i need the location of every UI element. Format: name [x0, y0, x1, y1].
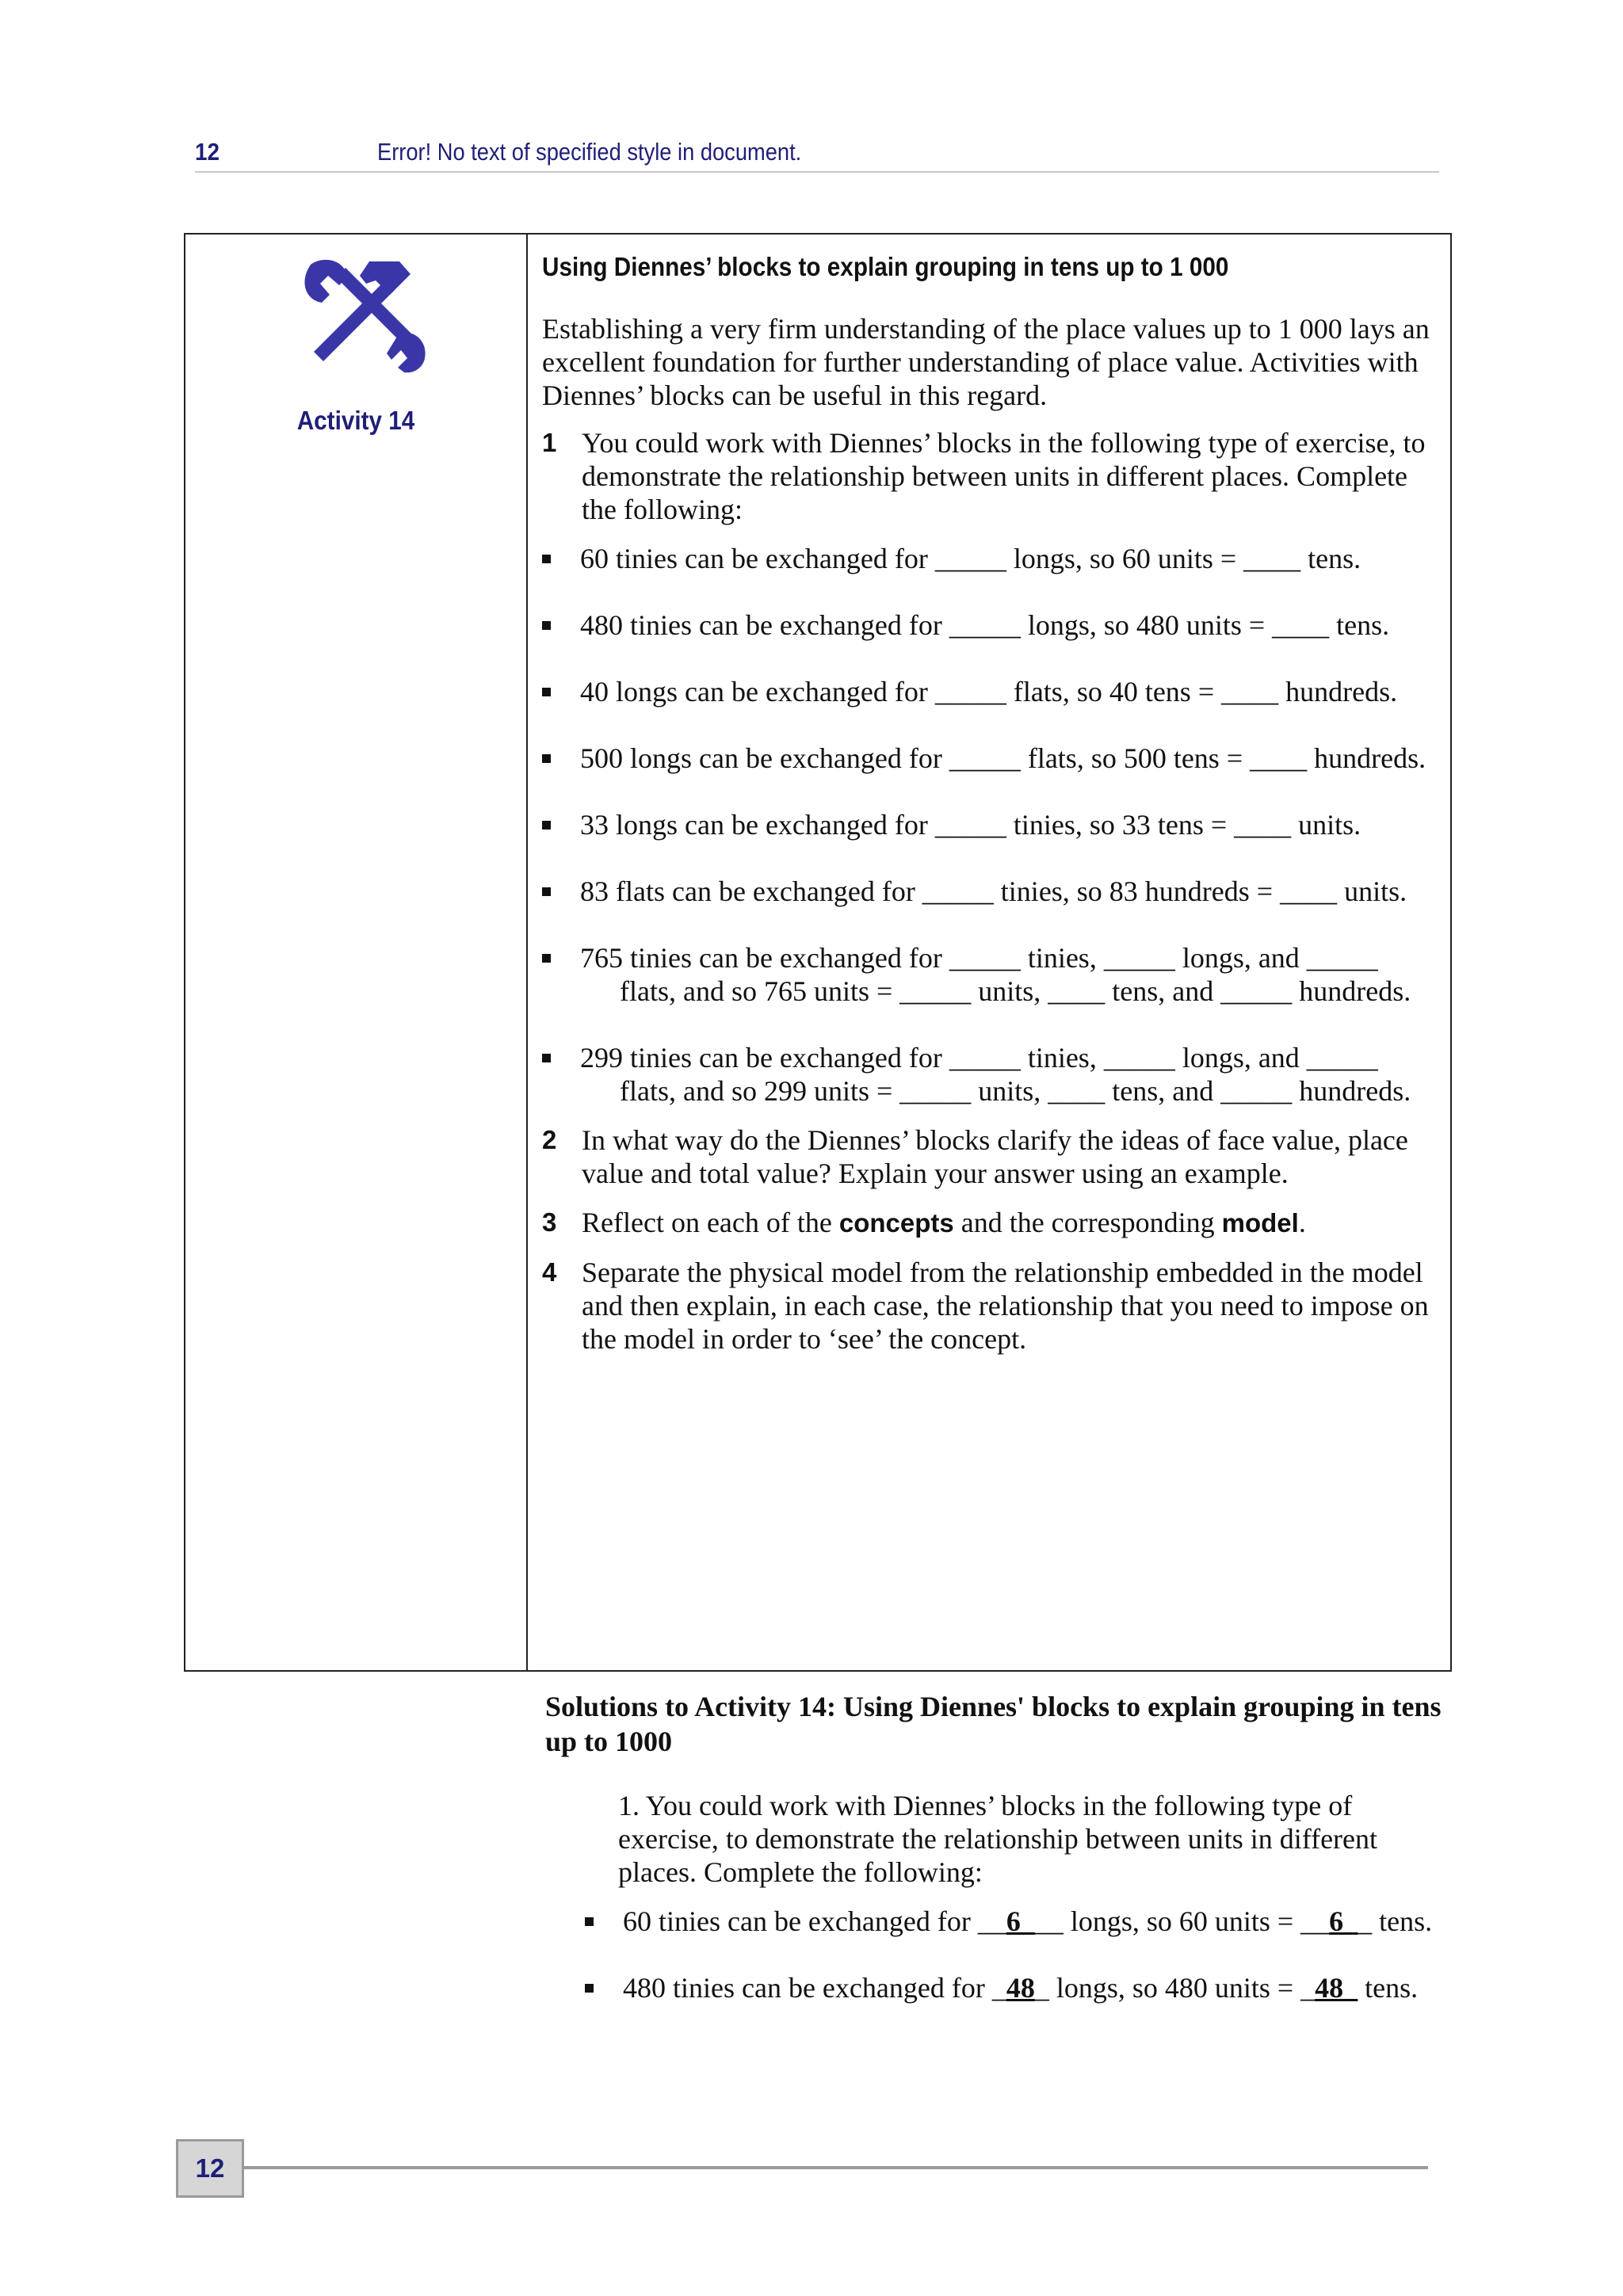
- question-text: In what way do the Diennes’ blocks clarify the ideas of face value, place value and total value? Explain your answer using an example.: [582, 1124, 1408, 1189]
- exercise-text: 765 tinies can be exchanged for _____ tinies, _____ longs, and _____ flats, and so 765 units = _____ units, ____ tens, and _____ hundreds.: [580, 942, 1411, 1007]
- bullet-icon: [542, 887, 551, 896]
- activity-content: [542, 252, 1438, 1371]
- question-text-after: .: [1298, 1207, 1306, 1238]
- activity-heading: Using Diennes’ blocks to explain grouping in tens up to 1 000: [542, 252, 1229, 281]
- activity-box: [184, 233, 1452, 1672]
- bullet-icon: [542, 821, 551, 830]
- solutions-heading: Solutions to Activity 14: Using Diennes' blocks to explain grouping in tens up to 1000: [545, 1691, 1442, 1757]
- question-number: 2: [542, 1125, 557, 1154]
- footer-rule: [244, 2166, 1428, 2169]
- question-number: 3: [542, 1207, 557, 1237]
- question-2: [542, 1123, 1438, 1190]
- solution-text: 60 tinies can be exchanged for __: [623, 1905, 1006, 1937]
- exercise-text: 33 longs can be exchanged for _____ tinies, so 33 tens = ____ units.: [580, 809, 1361, 841]
- solution-answer: 48: [1006, 1972, 1035, 2004]
- solutions-intro: 1. You could work with Diennes’ blocks in the following type of exercise, to demonstrate the relationship between units in different places. Complete the following:: [618, 1790, 1378, 1888]
- solution-text: tens.: [1358, 1972, 1419, 2004]
- exercise-text: 60 tinies can be exchanged for _____ longs, so 60 units = ____ tens.: [580, 543, 1361, 574]
- bullet-icon: [542, 954, 551, 963]
- list-item: [542, 808, 1438, 841]
- question-3: [542, 1206, 1438, 1240]
- tools-icon: [296, 257, 431, 376]
- solution-text: 480 tinies can be exchanged for _: [623, 1972, 1006, 2004]
- activity-label: Activity 14: [296, 406, 415, 435]
- solutions-list: [545, 1905, 1449, 2004]
- solution-answer: 6_: [1006, 1905, 1035, 1937]
- list-item: [545, 1905, 1449, 1938]
- bullet-icon: [542, 688, 551, 696]
- activity-intro: Establishing a very firm understanding of the place values up to 1 000 lays an excellent foundation for further understanding of place value. Activities with Diennes’ blocks can be useful in this regard.: [542, 313, 1430, 411]
- keyword-concepts: concepts: [838, 1208, 954, 1238]
- list-item: [545, 1971, 1449, 2004]
- footer-page-number: 12: [176, 2139, 244, 2198]
- bullet-icon: [585, 1917, 594, 1926]
- exercise-text: 500 longs can be exchanged for _____ flats, so 500 tens = ____ hundreds.: [580, 742, 1426, 774]
- bullet-icon: [585, 1984, 594, 1993]
- solutions-section: [545, 1689, 1449, 2038]
- exercise-text: 299 tinies can be exchanged for _____ tinies, _____ longs, and _____ flats, and so 299 units = _____ units, ____ tens, and _____ hundreds.: [580, 1042, 1411, 1107]
- question-text: You could work with Diennes’ blocks in the following type of exercise, to demonstrate the relationship between units in different places. Complete the following:: [582, 427, 1426, 525]
- list-item: [542, 875, 1438, 908]
- keyword-model: model: [1221, 1208, 1299, 1238]
- solution-text: __ longs, so 60 units = __: [1034, 1905, 1330, 1937]
- list-item: [542, 608, 1438, 642]
- solution-answer: 48_: [1315, 1972, 1358, 2004]
- solution-text: _ longs, so 480 units = _: [1034, 1972, 1316, 2004]
- list-item: [542, 742, 1438, 775]
- list-item: [542, 542, 1438, 575]
- question-1: [542, 426, 1438, 526]
- header-title: Error! No text of specified style in document.: [377, 138, 802, 166]
- header-page-number: 12: [195, 138, 220, 166]
- header-rule: [195, 171, 1439, 173]
- question-number: 1: [542, 428, 557, 457]
- box-divider: [526, 235, 528, 1670]
- bullet-icon: [542, 1054, 551, 1062]
- solution-text: _ tens.: [1358, 1905, 1433, 1937]
- question-text-middle: and the corresponding: [953, 1207, 1222, 1238]
- question-number: 4: [542, 1257, 557, 1287]
- list-item: [542, 941, 1438, 1008]
- bullet-icon: [542, 621, 551, 630]
- list-item: [542, 675, 1438, 708]
- solution-answer: 6_: [1329, 1905, 1358, 1937]
- exercise-list: [542, 542, 1438, 1108]
- list-item: [542, 1041, 1438, 1108]
- question-4: [542, 1256, 1438, 1356]
- exercise-text: 83 flats can be exchanged for _____ tinies, so 83 hundreds = ____ units.: [580, 875, 1407, 907]
- exercise-text: 40 longs can be exchanged for _____ flats, so 40 tens = ____ hundreds.: [580, 676, 1398, 707]
- question-text: Separate the physical model from the relationship embedded in the model and then explain, in each case, the relationship that you need to impose on the model in order to ‘see’ the concept.: [582, 1257, 1429, 1355]
- exercise-text: 480 tinies can be exchanged for _____ longs, so 480 units = ____ tens.: [580, 609, 1390, 641]
- question-text-before: Reflect on each of the: [582, 1207, 839, 1238]
- bullet-icon: [542, 754, 551, 763]
- bullet-icon: [542, 555, 551, 563]
